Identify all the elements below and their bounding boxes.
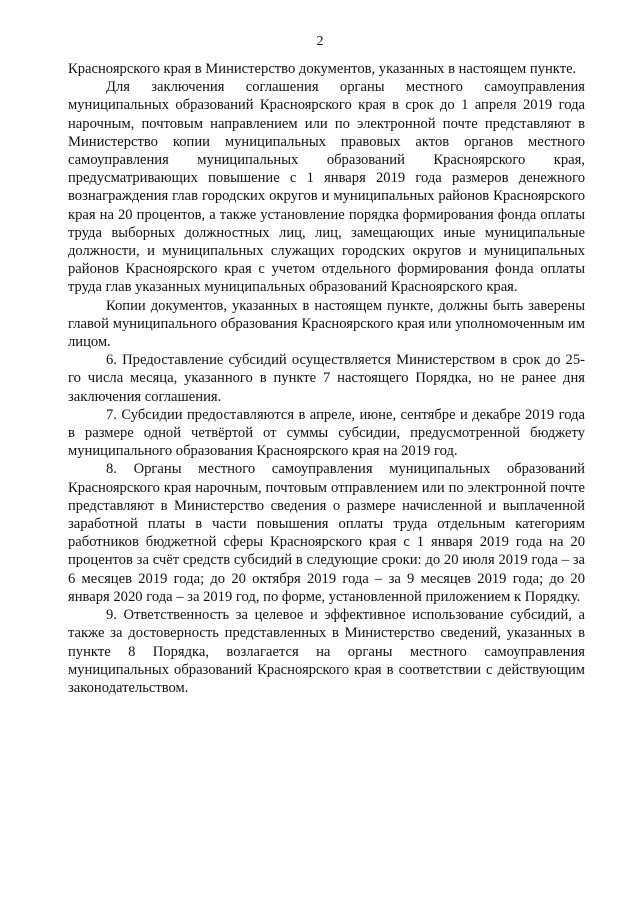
page-number: 2 xyxy=(316,34,324,49)
paragraph-item-9: 9. Ответственность за целевое и эффективное использование субсидий, а также за достоверность представленных в Министерство сведений, указанных в пункте 8 Порядка, возлагается на органы местного самоуправления муниципальных образований Красноярского края в соответствии с действующим законодательством. xyxy=(68,607,585,696)
paragraph-item-7: 7. Субсидии предоставляются в апреле, июне, сентябре и декабре 2019 года в размере одной четвёртой от суммы субсидии, предусмотренной бюджету муниципального образования Красноярского края на 2019 год. xyxy=(68,406,585,460)
paragraph-copies-certification: Копии документов, указанных в настоящем пункте, должны быть заверены главой муниципального образования Красноярского края или уполномоченным им лицом. xyxy=(68,297,585,351)
paragraph-item-8: 8. Органы местного самоуправления муниципальных образований Красноярского края нарочным, почтовым отправлением или по электронной почте представляют в Министерство сведения о размере начисленной и выплаченной заработной платы в части повышения оплаты труда отдельным категориям работников бюджетной сферы Красноярского края с 1 января 2019 года на 20 процентов за счёт средств субсидий в следующие сроки: до 20 июля 2019 года – за 6 месяцев 2019 года; до 20 октября 2019 года – за 9 месяцев 2019 года; до 20 января 2020 года – за 2019 год, по форме, установленной приложением к Порядку. xyxy=(68,461,585,605)
paragraph-agreement-docs: Для заключения соглашения органы местного самоуправления муниципальных образований Красноярского края в срок до 1 апреля 2019 года нарочным, почтовым направлением или по электронной почте представляют в Министерство копии муниципальных правовых актов органов местного самоуправления муниципальных образований Красноярского края, предусматривающих повышение с 1 января 2019 года размеров денежного вознаграждения глав городских округов и муниципальных районов Красноярского края на 20 процентов, а также установление порядка формирования фонда оплаты труда выборных должностных лиц, лиц, замещающих иные муниципальные должности, и муниципальных служащих городских округов и муниципальных районов Красноярского края с учетом отдельного формирования фонда оплаты труда глав указанных муниципальных образований Красноярского края. xyxy=(68,79,585,296)
paragraph-item-6: 6. Предоставление субсидий осуществляется Министерством в срок до 25-го числа месяца, указанного в пункте 7 настоящего Порядка, но не ранее дня заключения соглашения. xyxy=(68,352,585,405)
paragraph-continuation: Красноярского края в Министерство документов, указанных в настоящем пункте. xyxy=(68,61,577,77)
document-body xyxy=(68,60,585,697)
